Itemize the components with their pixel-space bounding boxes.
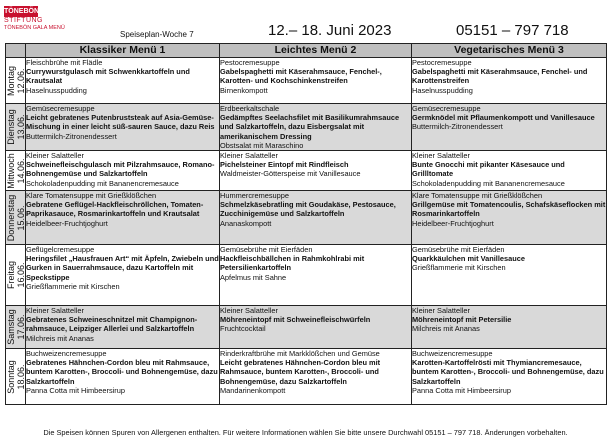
dessert-text: Panna Cotta mit Himbeersirup <box>412 385 511 395</box>
starter-text: Buchweizencremesuppe <box>26 349 107 359</box>
column-header-menu-2: Leichtes Menü 2 <box>220 44 412 58</box>
meal-cell-menu-1 <box>26 191 220 245</box>
day-name: Samstag <box>5 309 16 345</box>
meal-cell-menu-3 <box>412 306 607 349</box>
meal-cell-menu-3 <box>412 151 607 191</box>
dessert-text: Schokoladenpudding mit Bananencremesauce <box>26 178 179 188</box>
main-dish-text: Pichelsteiner Eintopf mit Rindfleisch <box>220 160 349 170</box>
day-name: Dienstag <box>5 109 16 145</box>
day-name: Sonntag <box>5 359 16 394</box>
main-dish-text: Leicht gebratenes Putenbruststeak auf Asia-Gemüse- Mischung in einer leicht süß-sauren Sauce, dazu Reis <box>26 113 215 132</box>
starter-text: Gemüsecremesuppe <box>26 104 95 113</box>
meal-cell-menu-2 <box>220 191 412 245</box>
main-dish-text: Gabelspaghetti mit Käserahmsauce, Fenchel- und Karottenstreifen <box>412 67 588 86</box>
dessert-text: Haselnusspudding <box>412 85 473 95</box>
starter-text: Rinderkraftbrühe mit Markklößchen und Gemüse <box>220 349 380 359</box>
dessert-text: Ananaskompott <box>220 218 272 228</box>
starter-text: Erdbeerkaltschale <box>220 104 280 113</box>
dessert-text: Birnenkompott <box>220 85 268 95</box>
main-dish-text: Schweinefleischgulasch mit Pilzrahmsauce, Romano-Bohnengemüse und Salzkartoffeln <box>26 160 215 179</box>
day-date: 17.06. <box>15 314 26 340</box>
day-label-cell <box>6 58 26 104</box>
dessert-text: Schokoladenpudding mit Bananencremesauce <box>412 178 565 188</box>
starter-text: Pestocremesuppe <box>220 58 280 67</box>
dessert-text: Obstsalat mit Maraschino <box>220 140 304 150</box>
dessert-text: Mandarinenkompott <box>220 385 286 395</box>
day-label <box>6 153 26 189</box>
column-header-menu-3: Vegetarisches Menü 3 <box>412 44 607 58</box>
main-dish-text: Heringsfilet „Hausfrauen Art“ mit Äpfeln, Zwiebeln und Gurken in Sauerrahmsauce, dazu Kartoffeln mit Speckstippe <box>26 254 219 282</box>
starter-text: Hummercremesuppe <box>220 191 290 201</box>
meal-cell-menu-1 <box>26 306 220 349</box>
main-dish-text: Gabelspaghetti mit Käserahmsauce, Fenchel-, Karotten- und Kochschinkenstreifen <box>220 67 382 86</box>
dessert-text: Panna Cotta mit Himbeersirup <box>26 385 125 395</box>
day-label <box>6 360 26 394</box>
day-date: 16.06. <box>15 262 26 288</box>
starter-text: Geflügelcremesuppe <box>26 245 95 255</box>
meal-cell-menu-2 <box>220 104 412 151</box>
dessert-text: Buttermilch-Zitronendessert <box>412 122 503 132</box>
starter-text: Klare Tomatensuppe mit Grießklößchen <box>26 191 157 201</box>
meal-cell-menu-1 <box>26 104 220 151</box>
dessert-text: Buttermilch-Zitronendessert <box>26 131 117 141</box>
main-dish-text: Schmelzkäsebratling mit Goudakäse, Pestosauce, Zucchinigemüse und Salzkartoffeln <box>220 200 396 219</box>
day-label <box>6 309 26 345</box>
day-label-cell <box>6 306 26 349</box>
starter-text: Pestocremesuppe <box>412 58 472 67</box>
logo-subline: STIFTUNG <box>4 17 43 24</box>
day-row-freitag <box>6 245 607 306</box>
main-dish-text: Quarkkäulchen mit Vanillesauce <box>412 254 525 264</box>
day-row-montag <box>6 58 607 104</box>
day-label-cell <box>6 151 26 191</box>
meal-cell-menu-1 <box>26 151 220 191</box>
menu-table <box>5 43 607 405</box>
main-dish-text: Hackfleischbällchen in Rahmkohlrabi mit Petersilienkartoffeln <box>220 254 365 273</box>
meal-cell-menu-2 <box>220 245 412 306</box>
header-corner <box>6 44 26 58</box>
meal-cell-menu-1 <box>26 349 220 405</box>
meal-cell-menu-3 <box>412 245 607 306</box>
dessert-text: Haselnusspudding <box>26 85 87 95</box>
meal-cell-menu-3 <box>412 191 607 245</box>
day-label <box>6 109 26 145</box>
day-label-cell <box>6 245 26 306</box>
main-dish-text: Germknödel mit Pflaumenkompott und Vanillesauce <box>412 113 595 123</box>
day-date: 13.06. <box>15 114 26 140</box>
starter-text: Buchweizencremesuppe <box>412 349 493 359</box>
meal-cell-menu-3 <box>412 104 607 151</box>
starter-text: Kleiner Salatteller <box>220 151 278 161</box>
starter-text: Klare Tomatensuppe mit Grießklößchen <box>412 191 543 201</box>
menu-table-body <box>6 58 607 405</box>
dessert-text: Heidelbeer-Fruchtjoghurt <box>26 218 108 228</box>
starter-text: Kleiner Salatteller <box>412 306 470 316</box>
main-dish-text: Grillgemüse mit Tomatencoulis, Schafskäseflocken mit Rosmarinkartoffeln <box>412 200 606 219</box>
meal-cell-menu-2 <box>220 306 412 349</box>
day-name: Donnerstag <box>5 194 16 241</box>
column-header-row <box>6 44 607 58</box>
day-row-dienstag <box>6 104 607 151</box>
main-dish-text: Gebratene Geflügel-Hackfleischröllchen, Tomaten-Paprikasauce, Rosmarinkartoffeln und Krautsalat <box>26 200 204 219</box>
dessert-text: Apfelmus mit Sahne <box>220 272 287 282</box>
starter-text: Gemüsebrühe mit Eierfäden <box>412 245 505 255</box>
day-name: Mittwoch <box>5 152 16 189</box>
logo-wordmark: TÖNEBÖN <box>4 8 39 15</box>
meal-cell-menu-2 <box>220 151 412 191</box>
dessert-text: Waldmeister-Götterspeise mit Vanillesauce <box>220 169 361 179</box>
main-dish-text: Bunte Gnocchi mit pikanter Käsesauce und Grillltomate <box>412 160 565 179</box>
main-dish-text: Gedämpftes Seelachsfilet mit Basilikumrahmsauce und Salzkartoffeln, dazu Eisbergsalat mit amerikanischem Dressing <box>220 113 400 141</box>
dessert-text: Grießflammerie mit Kirschen <box>26 281 120 291</box>
main-dish-text: Currywurstgulasch mit Schwenkkartoffeln und Krautsalat <box>26 67 190 86</box>
meal-cell-menu-1 <box>26 58 220 104</box>
starter-text: Kleiner Salatteller <box>220 306 278 316</box>
main-dish-text: Karotten-Kartoffelrösti mit Thymiancremesauce, buntem Karotten-, Broccoli- und Bohnengemüse, dazu Salzkartoffeln <box>412 358 604 386</box>
day-label-cell <box>6 349 26 405</box>
day-label <box>6 261 26 289</box>
day-name: Freitag <box>5 261 16 290</box>
day-date: 15.06. <box>15 205 26 231</box>
dessert-text: Grießflammerie mit Kirschen <box>412 263 506 273</box>
meal-cell-menu-1 <box>26 245 220 306</box>
day-row-sonntag <box>6 349 607 405</box>
day-label <box>6 65 26 95</box>
meal-cell-menu-3 <box>412 58 607 104</box>
starter-text: Kleiner Salatteller <box>26 151 84 161</box>
column-header-menu-1: Klassiker Menü 1 <box>26 44 220 58</box>
dessert-text: Heidelbeer-Fruchtjoghurt <box>412 218 494 228</box>
main-dish-text: Möhreneintopf mit Schweinefleischwürfeln <box>220 315 371 325</box>
logo-tagline: TÖNEBÖN GALA MENÜ <box>4 25 65 31</box>
dessert-text: Fruchtcocktail <box>220 324 266 334</box>
day-date: 12.06. <box>15 67 26 94</box>
meal-cell-menu-2 <box>220 349 412 405</box>
main-dish-text: Gebratenes Schweineschnitzel mit Champignon-rahmsauce, Leipziger Allerlei und Salzkartoffeln <box>26 315 198 334</box>
week-label: Speiseplan-Woche 7 <box>120 30 194 39</box>
brand-logo <box>4 6 116 34</box>
day-row-samstag <box>6 306 607 349</box>
starter-text: Kleiner Salatteller <box>412 151 470 161</box>
day-row-donnerstag <box>6 191 607 245</box>
day-label-cell <box>6 191 26 245</box>
dessert-text: Milchreis mit Ananas <box>26 333 94 343</box>
phone-number: 05151 – 797 718 <box>456 22 569 39</box>
main-dish-text: Gebratenes Hähnchen-Cordon bleu mit Rahmsauce, buntem Karotten-, Broccoli- und Bohnengemüse, dazu Salzkartoffeln <box>26 358 218 386</box>
main-dish-text: Möhreneintopf mit Petersilie <box>412 315 512 325</box>
day-date: 14.06. <box>15 158 26 184</box>
dessert-text: Milchreis mit Ananas <box>412 324 480 334</box>
day-date: 18.06. <box>15 364 26 390</box>
day-label-cell <box>6 104 26 151</box>
day-row-mittwoch <box>6 151 607 191</box>
meal-cell-menu-3 <box>412 349 607 405</box>
starter-text: Fleischbrühe mit Flädle <box>26 58 103 67</box>
allergen-footer-note: Die Speisen können Spuren von Allergenen enthalten. Für weitere Informationen wählen Sie bitte unsere Durchwahl 05151 – 797 718. Änderungen vorbehalten. <box>43 428 568 437</box>
starter-text: Gemüsebrühe mit Eierfäden <box>220 245 313 255</box>
main-dish-text: Leicht gebratenes Hähnchen-Cordon bleu mit Rahmsauce, buntem Karotten-, Broccoli- und Bohnengemüse, dazu Salzkartoffeln <box>220 358 381 386</box>
day-label <box>6 194 26 241</box>
starter-text: Gemüsecremesuppe <box>412 104 481 113</box>
date-range-title: 12.– 18. Juni 2023 <box>268 22 392 39</box>
starter-text: Kleiner Salatteller <box>26 306 84 316</box>
day-name: Montag <box>5 65 16 96</box>
meal-cell-menu-2 <box>220 58 412 104</box>
